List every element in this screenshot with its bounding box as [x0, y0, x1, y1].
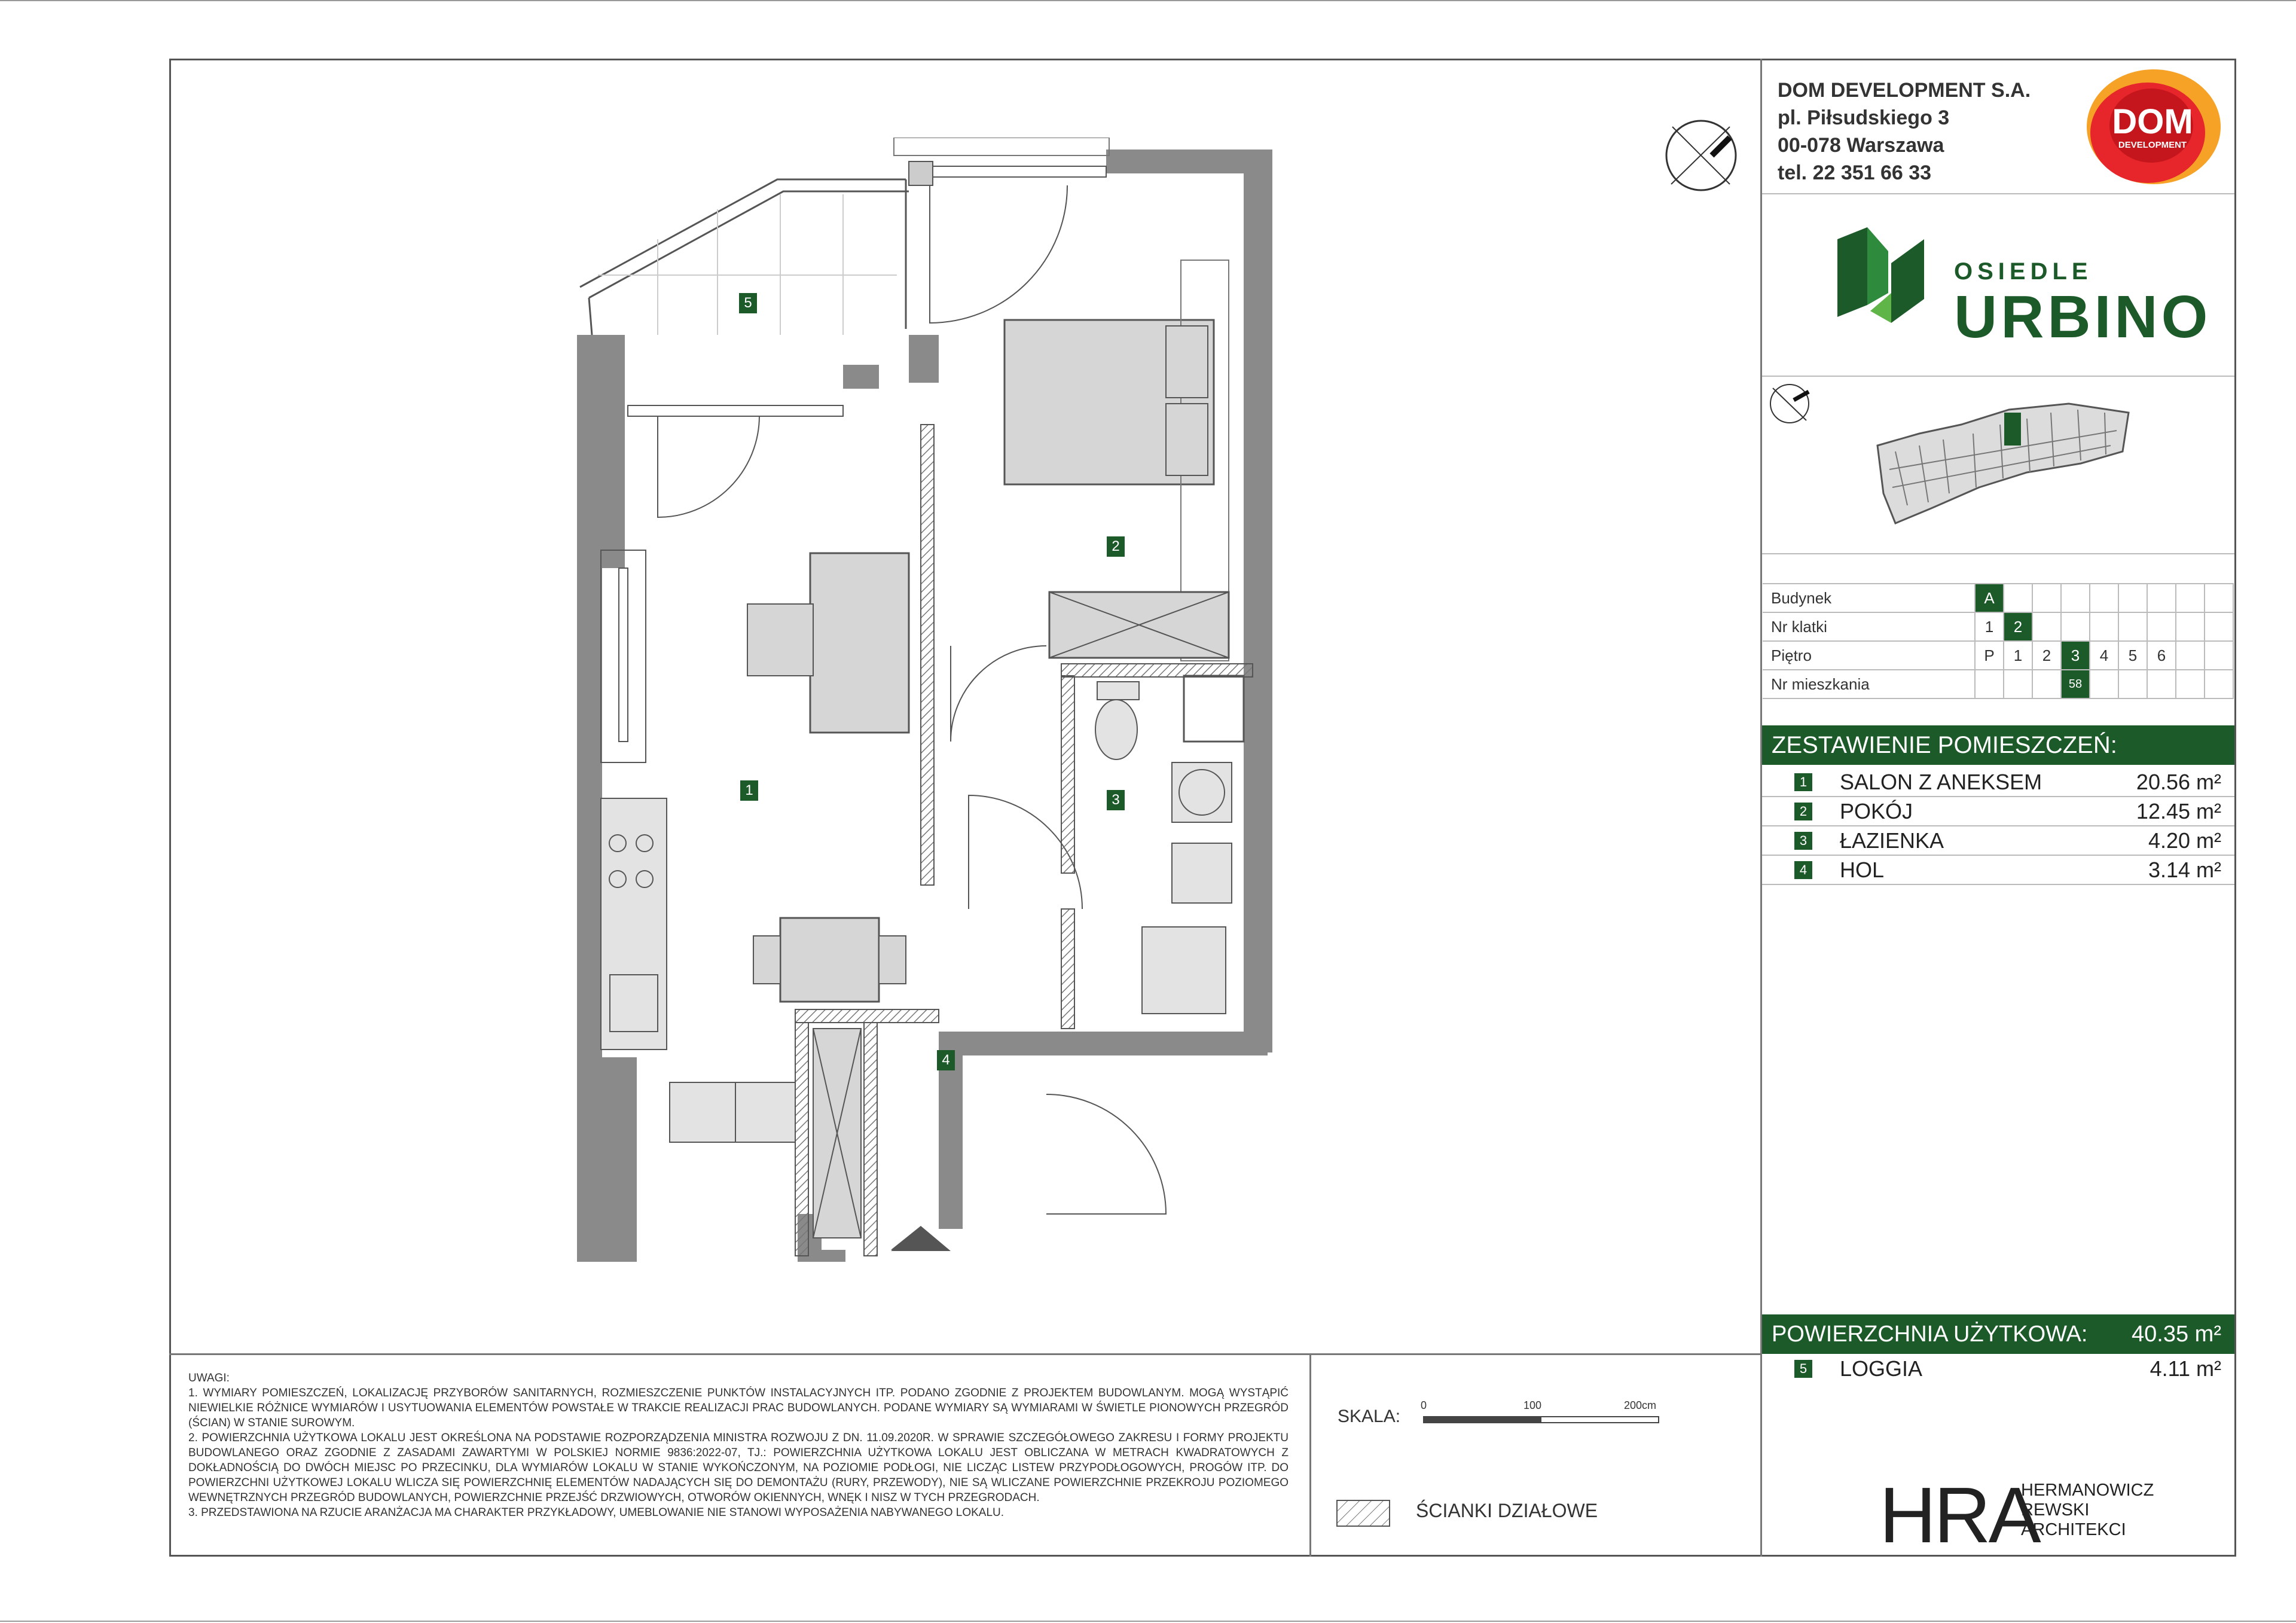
location-cell	[2118, 670, 2147, 698]
location-cell	[2090, 612, 2118, 641]
location-row	[1763, 641, 2233, 670]
location-cell: 1	[2004, 641, 2032, 670]
scale-tick-0: 0	[1421, 1399, 1427, 1411]
plan-tag-2: 2	[1107, 536, 1125, 557]
sep-logo	[1762, 376, 2234, 377]
location-row-label: Nr klatki	[1763, 612, 1975, 641]
room-area: 3.14 m²	[2148, 858, 2221, 882]
project-line1: OSIEDLE	[1954, 258, 2093, 285]
plan-tag-4: 4	[937, 1050, 955, 1070]
room-name: ŁAZIENKA	[1840, 828, 1944, 853]
company-street: pl. Piłsudskiego 3	[1778, 106, 1950, 129]
note-3: 3. PRZEDSTAWIONA NA RZUCIE ARANŻACJA MA CHARAKTER PRZYKŁADOWY, UMEBLOWANIE NIE STANOWI WYPOSAŻENIA NABYWANEGO LOKALU.	[188, 1506, 1004, 1519]
architect-line3: ARCHITEKCI	[2021, 1520, 2126, 1539]
partition-legend-label: ŚCIANKI DZIAŁOWE	[1416, 1500, 1598, 1521]
room-name: HOL	[1840, 858, 1885, 882]
floor-plan	[538, 138, 1274, 1265]
scale-label: SKALA:	[1338, 1407, 1401, 1426]
room-row	[1762, 798, 2234, 826]
logo-dom-text: DOM	[2112, 102, 2193, 141]
room-number: 3	[1794, 832, 1812, 850]
keyplan-compass-icon	[1767, 380, 1815, 431]
location-cell: 2	[2032, 641, 2061, 670]
location-cell	[2176, 584, 2205, 612]
location-cell	[2205, 641, 2233, 670]
plan-tag-5: 5	[739, 293, 757, 313]
location-cell	[1975, 670, 2004, 698]
room-area: 4.20 m²	[2148, 828, 2221, 853]
location-cell	[2147, 670, 2176, 698]
sep-keyplan	[1762, 553, 2234, 554]
location-cell	[2176, 612, 2205, 641]
room-row	[1762, 827, 2234, 856]
location-cell	[2147, 612, 2176, 641]
bottom-border	[0, 1621, 2296, 1622]
location-cell	[2004, 584, 2032, 612]
location-cell	[2176, 641, 2205, 670]
scale-tick-200: 200cm	[1624, 1399, 1657, 1411]
location-cell	[2118, 584, 2147, 612]
room-number: 2	[1794, 803, 1812, 820]
company-phone: tel. 22 351 66 33	[1778, 161, 1932, 184]
room-area: 12.45 m²	[2136, 799, 2221, 823]
location-cell	[2032, 612, 2061, 641]
hra-logo: HRA	[1879, 1471, 2039, 1559]
compass-icon	[1659, 114, 1743, 200]
room-row	[1762, 768, 2234, 797]
partition-legend-swatch	[1336, 1500, 1390, 1530]
location-cell	[2004, 670, 2032, 698]
loggia-name: LOGGIA	[1840, 1356, 1923, 1381]
location-cell	[2205, 612, 2233, 641]
location-cell: P	[1975, 641, 2004, 670]
summary-title: ZESTAWIENIE POMIESZCZEŃ:	[1762, 725, 2234, 765]
location-table	[1763, 583, 2234, 699]
project-line2: URBINO	[1954, 283, 2212, 350]
location-row-label: Budynek	[1763, 584, 1975, 612]
location-cell: 1	[1975, 612, 2004, 641]
company-address	[1778, 77, 2031, 187]
location-cell	[2090, 670, 2118, 698]
loggia-row	[1762, 1355, 2234, 1383]
architect-line2: REWSKI	[2021, 1500, 2090, 1520]
location-row-label: Nr mieszkania	[1763, 670, 1975, 698]
location-row	[1763, 612, 2233, 641]
room-number: 4	[1794, 861, 1812, 879]
location-cell	[2147, 584, 2176, 612]
plan-tag-3: 3	[1107, 790, 1125, 810]
scale-bar-fill	[1423, 1416, 1541, 1423]
company-name: DOM DEVELOPMENT S.A.	[1778, 79, 2031, 102]
location-cell: A	[1975, 584, 2004, 612]
plan-tag-1: 1	[740, 780, 758, 801]
location-row	[1763, 584, 2233, 612]
room-area: 20.56 m²	[2136, 770, 2221, 794]
location-cell	[2061, 612, 2090, 641]
note-1: 1. WYMIARY POMIESZCZEŃ, LOKALIZACJĘ PRZYBORÓW SANITARNYCH, ROZMIESZCZENIE PUNKTÓW INSTALACYJNYCH ITP. PODANO ZGODNIE Z PROJEKTEM BUDOWLANYM. MOGĄ WYSTĄPIĆ NIEWIELKIE RÓŻNICE WYMIARÓW I USYTUOWANIA ELEMENTÓW POWSTAŁE W TRAKCIE REALIZACJI PRAC BUDOWLANYCH. PODANE WYMIARY SĄ WYMIARAMI W ŚWIETLE PIONOWYCH PRZEGRÓD (ŚCIAN) W STANIE SUROWYM.	[188, 1387, 1289, 1429]
scale-divider	[1309, 1353, 1311, 1557]
urbino-mark-icon	[1834, 227, 1930, 332]
location-cell: 3	[2061, 641, 2090, 670]
sep-company	[1762, 193, 2234, 194]
location-cell	[2176, 670, 2205, 698]
location-cell: 6	[2147, 641, 2176, 670]
scale-tick-100: 100	[1523, 1399, 1542, 1411]
total-area-bar	[1762, 1314, 2234, 1354]
architect-line1: HERMANOWICZ	[2021, 1481, 2154, 1500]
company-city: 00-078 Warszawa	[1778, 134, 1944, 157]
notes-block	[188, 1371, 1289, 1520]
room-name: SALON Z ANEKSEM	[1840, 770, 2042, 794]
building-keyplan	[1871, 398, 2141, 538]
location-cell	[2032, 584, 2061, 612]
location-cell: 58	[2061, 670, 2090, 698]
location-row-label: Piętro	[1763, 641, 1975, 670]
total-label: POWIERZCHNIA UŻYTKOWA:	[1772, 1322, 2088, 1347]
top-border	[0, 0, 2296, 1]
note-2: 2. POWIERZCHNIA UŻYTKOWA LOKALU JEST OKREŚLONA NA PODSTAWIE ROZPORZĄDZENIA MINISTRA ROZWOJU Z DN. 11.09.2020R. W SPRAWIE SZCZEGÓŁOWEGO ZAKRESU I FORMY PROJEKTU BUDOWLANEGO ORAZ ZGODNIE Z ZASADAMI ZAWARTYMI W POLSKIEJ NORMIE 9836:2022-07, TJ.: POWIERZCHNIA UŻYTKOWA LOKALU JEST OBLICZANA W METRACH KWADRATOWYCH Z DOKŁADNOŚCIĄ DO DWÓCH MIEJSC PO PRZECINKU, DLA WYMIARÓW LOKALU W STANIE WYKOŃCZONYM, NA POZIOMIE PODŁOGI, NIE LICZĄC LISTEW PRZYPODŁOGOWYCH, PROGÓW ITP. DO POWIERZCHNI UŻYTKOWEJ LOKALU WLICZA SIĘ POWIERZCHNIĘ ELEMENTÓW NADAJĄCYCH SIĘ DO DEMONTAŻU (RURY, PRZEWODY), NIE SĄ WLICZANE POWIERZCHNIE PRZEKROJU POZIOMEGO WEWNĘTRZNYCH PRZEGRÓD BUDOWLANYCH, POWIERZCHNIE PRZEJŚĆ DRZWIOWYCH, OTWORÓW OKIENNYCH, WNĘK I NISZ W TYCH PRZEGRODACH.	[188, 1432, 1289, 1504]
architect-name	[2021, 1481, 2154, 1540]
total-value: 40.35 m²	[2132, 1322, 2221, 1347]
notes-divider	[169, 1353, 1762, 1355]
location-cell	[2090, 584, 2118, 612]
location-row	[1763, 670, 2233, 698]
location-cell	[2205, 584, 2233, 612]
location-cell	[2205, 670, 2233, 698]
notes-title: UWAGI:	[188, 1372, 230, 1384]
dom-development-logo	[2081, 67, 2224, 190]
location-cell	[2118, 612, 2147, 641]
logo-development-text: DEVELOPMENT	[2118, 140, 2187, 150]
loggia-area: 4.11 m²	[2150, 1356, 2221, 1381]
room-row	[1762, 856, 2234, 885]
room-number: 1	[1794, 773, 1812, 791]
location-cell: 4	[2090, 641, 2118, 670]
location-cell: 5	[2118, 641, 2147, 670]
room-name: POKÓJ	[1840, 799, 1913, 823]
location-cell	[2061, 584, 2090, 612]
location-cell	[2032, 670, 2061, 698]
location-cell: 2	[2004, 612, 2032, 641]
loggia-num: 5	[1794, 1360, 1812, 1378]
